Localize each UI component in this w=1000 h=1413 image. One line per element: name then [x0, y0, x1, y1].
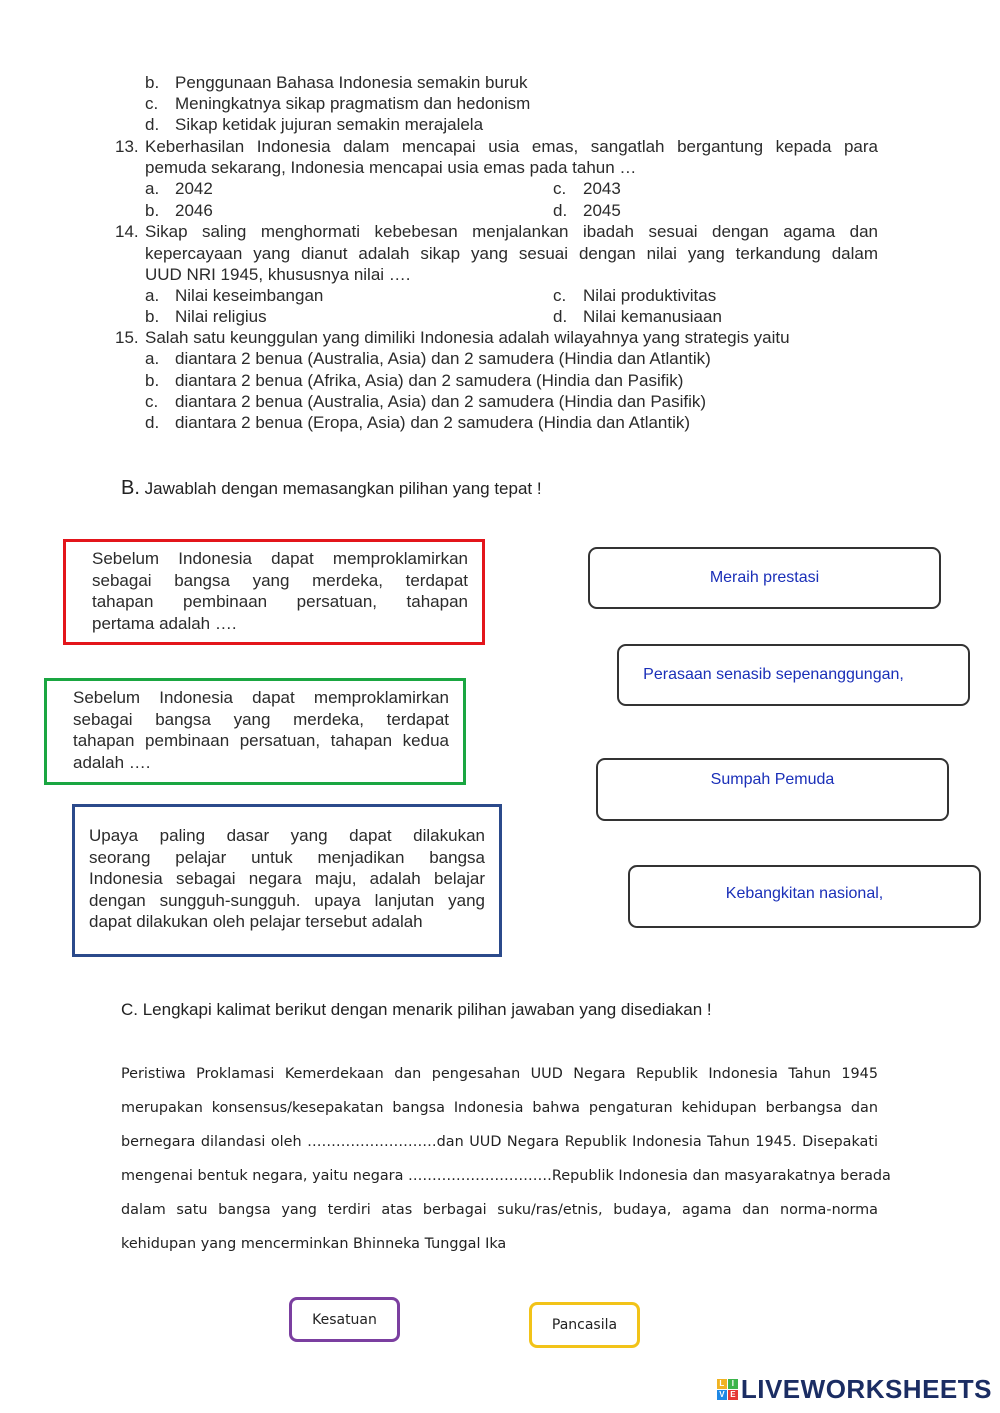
q13-option-a: a. 2042 — [145, 179, 213, 198]
choice-pancasila[interactable]: Pancasila — [529, 1302, 640, 1348]
section-b-letter: B. — [121, 477, 140, 499]
q13-option-d: d. 2045 — [553, 201, 621, 220]
answer-option-meraih-prestasi[interactable]: Meraih prestasi — [588, 547, 941, 609]
q14-text-line-1: Sikap saling menghormati kebebesan menjalankan ibadah sesuai dengan agama dan — [145, 222, 878, 241]
q14-option-d: d. Nilai kemanusiaan — [553, 307, 722, 326]
q12-option-c: c. Meningkatnya sikap pragmatism dan hedonism — [145, 94, 531, 113]
q14-number: 14. — [115, 222, 139, 241]
q12-option-d: d. Sikap ketidak jujuran semakin merajalela — [145, 115, 484, 134]
blank-line-2: mengenai bentuk negara, yaitu negara …………………………Republik Indonesia dan masyarakatnya berada — [121, 1168, 891, 1184]
answer-option-sumpah-pemuda[interactable]: Sumpah Pemuda — [596, 758, 949, 821]
liveworksheets-logo-text: LIVEWORKSHEETS — [740, 1374, 992, 1404]
liveworksheets-logo — [717, 1374, 992, 1405]
q14-option-a: a. Nilai keseimbangan — [145, 286, 324, 305]
q12-option-b: b. Penggunaan Bahasa Indonesia semakin buruk — [145, 73, 528, 92]
section-c-title: C. Lengkapi kalimat berikut dengan menarik pilihan jawaban yang disediakan ! — [121, 1000, 712, 1019]
answer-option-perasaan-senasib[interactable]: Perasaan senasib sepenanggungan, — [617, 644, 970, 706]
q13-text-line-1: Keberhasilan Indonesia dalam mencapai usia emas, sangatlah bergantung kepada para — [145, 137, 878, 156]
q15-option-d: d. diantara 2 benua (Eropa, Asia) dan 2 samudera (Hindia dan Atlantik) — [145, 413, 691, 432]
q14-option-b: b. Nilai religius — [145, 307, 267, 326]
section-b-title: B. Jawablah dengan memasangkan pilihan yang tepat ! — [121, 477, 542, 499]
q15-option-c: c. diantara 2 benua (Australia, Asia) dan 2 samudera (Hindia dan Pasifik) — [145, 392, 707, 411]
q14-text-line-3: UUD NRI 1945, khususnya nilai …. — [145, 265, 411, 284]
answer-option-kebangkitan-nasional[interactable]: Kebangkitan nasional, — [628, 865, 981, 928]
liveworksheets-logo-icon: L I V E — [717, 1379, 738, 1400]
q15-number: 15. — [115, 328, 139, 347]
matching-question-1: Sebelum Indonesia dapat memproklamirkan sebagai bangsa yang merdeka, terdapat tahapan pembinaan persatuan, tahapan pertama adalah …. — [63, 539, 485, 645]
blank-line-1: bernegara dilandasi oleh ………………………dan UUD Negara Republik Indonesia Tahun 1945. Disepakati — [121, 1134, 878, 1150]
matching-question-2: Sebelum Indonesia dapat memproklamirkan sebagai bangsa yang merdeka, terdapat tahapan pembinaan persatuan, tahapan kedua adalah …. — [44, 678, 466, 785]
q14-option-c: c. Nilai produktivitas — [553, 286, 717, 305]
choice-kesatuan[interactable]: Kesatuan — [289, 1297, 400, 1342]
q13-option-c: c. 2043 — [553, 179, 621, 198]
q13-number: 13. — [115, 137, 139, 156]
q15-option-a: a. diantara 2 benua (Australia, Asia) dan 2 samudera (Hindia dan Atlantik) — [145, 349, 711, 368]
q14-text-line-2: kepercayaan yang dianut adalah sikap yang sesuai dengan nilai yang terkandung dalam — [145, 244, 878, 263]
q13-text-line-2: pemuda sekarang, Indonesia mencapai usia emas pada tahun … — [145, 158, 637, 177]
q15-text: Salah satu keunggulan yang dimiliki Indonesia adalah wilayahnya yang strategis yaitu — [145, 328, 790, 347]
matching-question-3: Upaya paling dasar yang dapat dilakukan seorang pelajar untuk menjadikan bangsa Indonesia sebagai negara maju, adalah belajar dengan sungguh-sungguh. upaya lanjutan yang dapat dilakukan oleh pelajar tersebut adalah — [72, 804, 502, 957]
q13-option-b: b. 2046 — [145, 201, 213, 220]
q15-option-b: b. diantara 2 benua (Afrika, Asia) dan 2 samudera (Hindia dan Pasifik) — [145, 371, 684, 390]
